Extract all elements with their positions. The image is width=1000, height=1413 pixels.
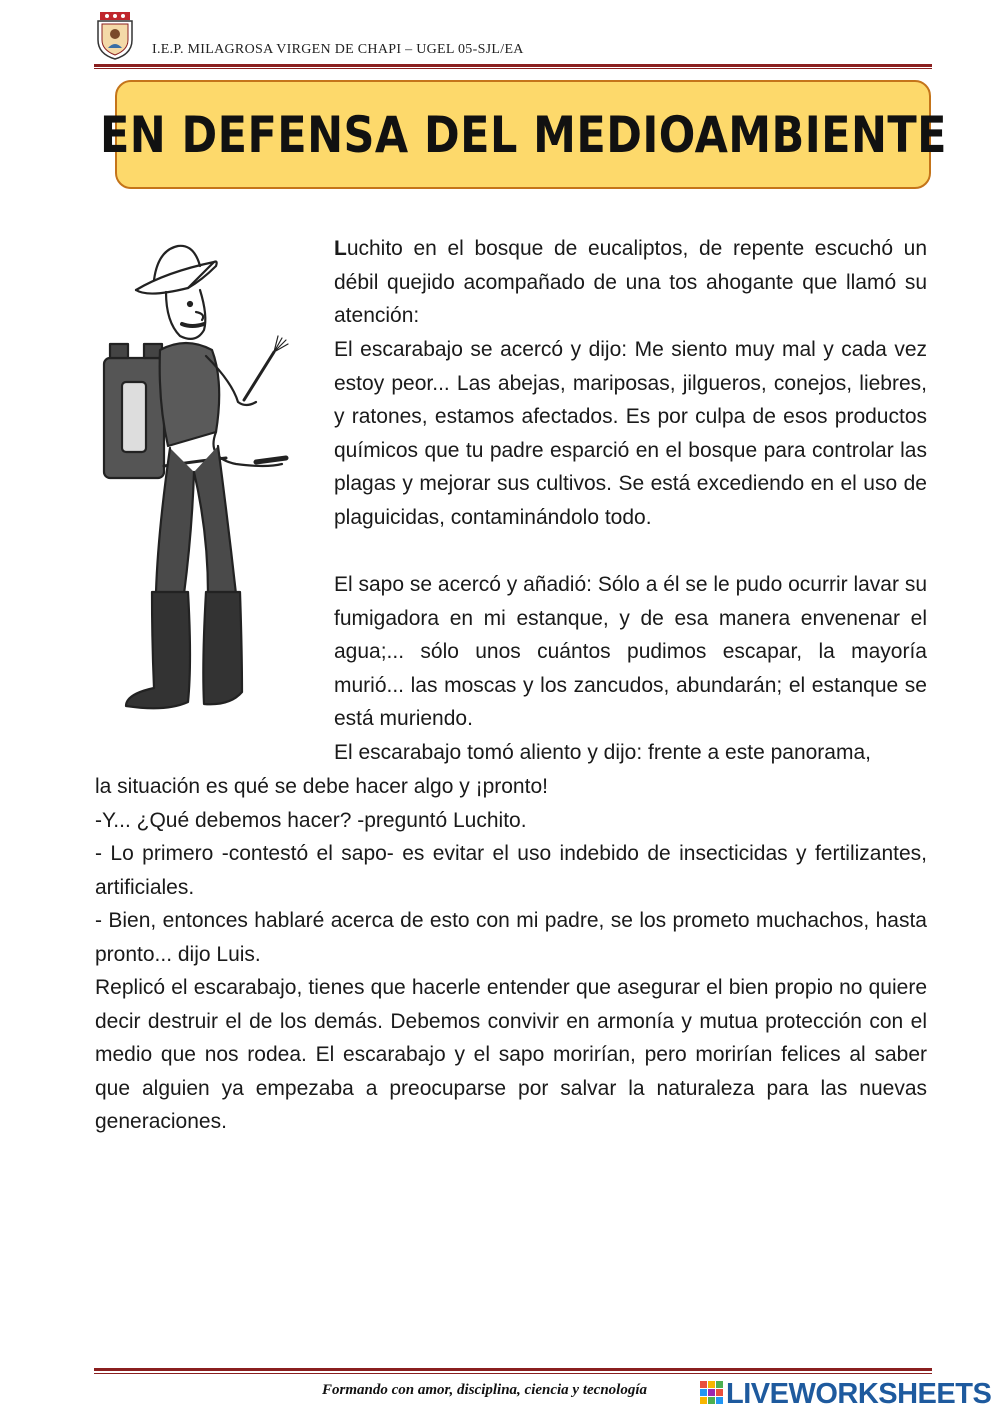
paragraph-5: -Y... ¿Qué debemos hacer? -preguntó Luchito. (95, 809, 527, 832)
farmer-with-sprayer-illustration (96, 232, 318, 730)
footer-motto: Formando con amor, disciplina, ciencia y tecnología (322, 1382, 648, 1398)
paragraph-3: El sapo se acercó y añadió: Sólo a él se le pudo ocurrir lavar su fumigadora en mi estanque, y de esa manera envenenar el agua;... sólo unos cuántos pudimos escapar, la mayoría murió... las moscas y los zancudos, abundarán; el estanque se está muriendo. (334, 573, 927, 731)
liveworksheets-brand[interactable]: LIVEWORKSHEETS (726, 1378, 992, 1410)
paragraph-2: El escarabajo se acercó y dijo: Me siento muy mal y cada vez estoy peor... Las abejas, mariposas, jilgueros, conejos, liebres, y ratones, estamos afectados. Es por culpa de esos productos químicos que tu padre esparció en el bosque para controlar las plagas y mejorar sus cultivos. Se está excediendo en el uso de plaguicidas, contaminándolo todo. (334, 338, 927, 529)
drop-initial: L (334, 237, 347, 260)
liveworksheets-logo-icon (700, 1381, 724, 1405)
page-title: EN DEFENSA DEL MEDIOAMBIENTE (99, 105, 947, 164)
header-rule-thin (94, 68, 932, 69)
school-header: I.E.P. MILAGROSA VIRGEN DE CHAPI – UGEL 05-SJL/EA (152, 42, 524, 57)
title-banner (99, 80, 947, 189)
paragraph-7: - Bien, entonces hablaré acerca de esto con mi padre, se los prometo muchachos, hasta pronto... dijo Luis. (95, 909, 927, 966)
paragraph-1-text: uchito en el bosque de eucaliptos, de repente escuchó un débil quejido acompañado de una tos ahogante que llamó su atención: (334, 237, 927, 328)
school-crest-icon (92, 10, 138, 60)
footer-rule-thin (94, 1373, 932, 1374)
paragraph-4-line-1: El escarabajo tomó aliento y dijo: frente a este panorama, (334, 741, 871, 764)
paragraph-4-line-2: la situación es qué se debe hacer algo y ¡pronto! (95, 775, 548, 798)
footer-rule (94, 1368, 932, 1371)
header-rule (94, 64, 932, 67)
paragraph-8: Replicó el escarabajo, tienes que hacerle entender que asegurar el bien propio no quiere decir destruir el de los demás. Debemos convivir en armonía y mutua protección con el medio que nos rodea. El escarabajo y el sapo morirían, pero morirían felices al saber que alguien ya empezaba a preocuparse por salvar la naturaleza para las nuevas generaciones. (95, 976, 927, 1134)
paragraph-1 (334, 232, 927, 333)
paragraph-6: - Lo primero -contestó el sapo- es evitar el uso indebido de insecticidas y fertilizantes, artificiales. (95, 842, 927, 899)
